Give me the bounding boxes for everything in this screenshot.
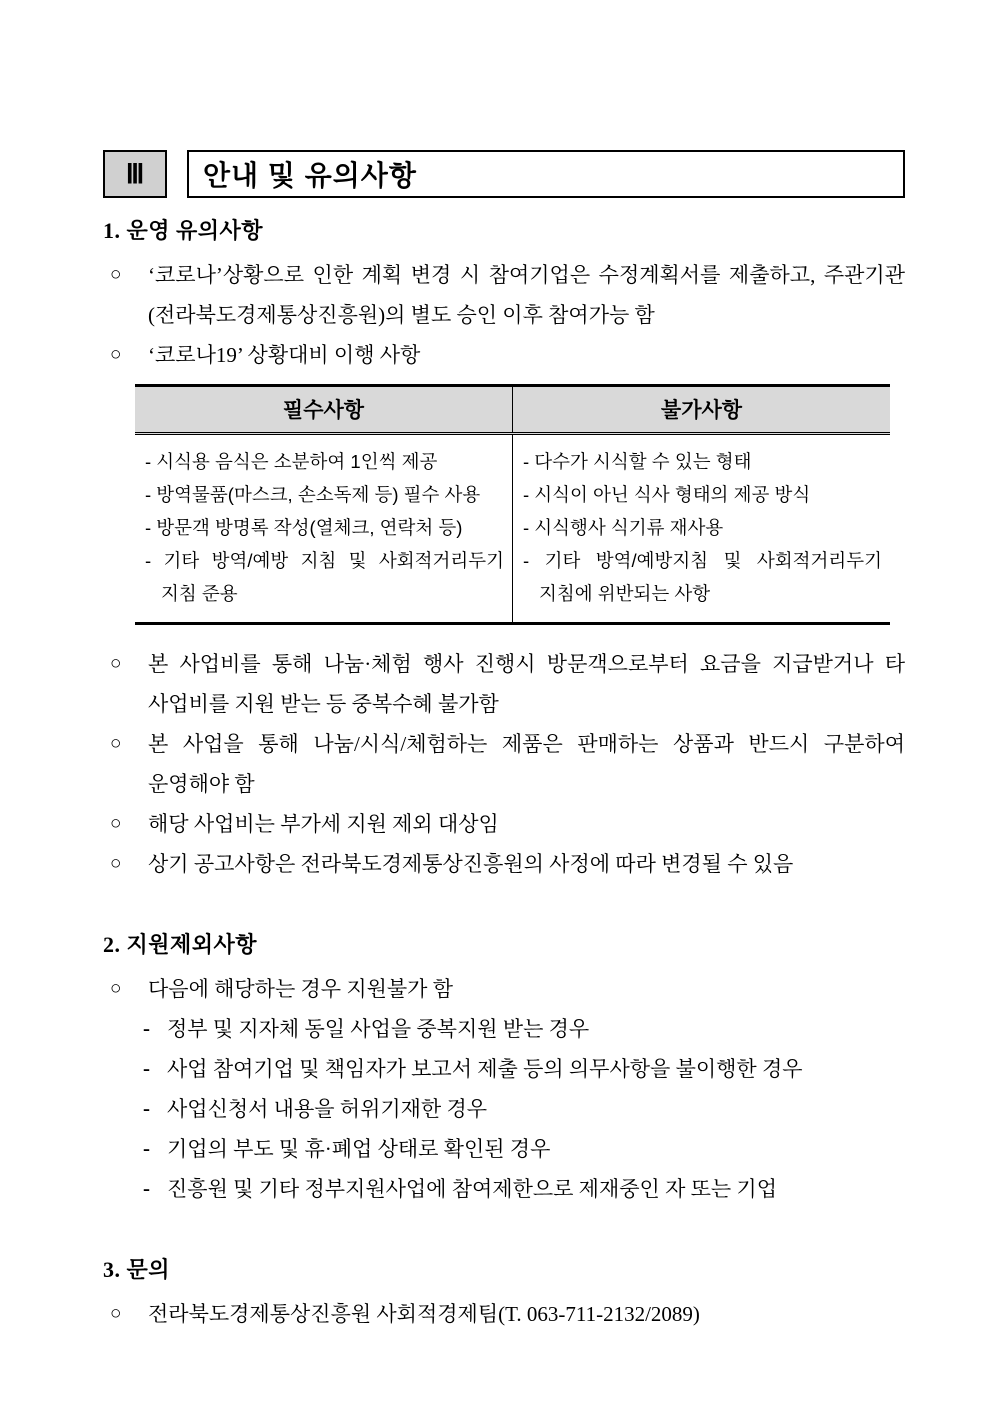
section1-heading: 1. 운영 유의사항 <box>103 218 264 243</box>
bullet-item <box>103 724 905 804</box>
dash-bullet-icon: - <box>143 1056 150 1080</box>
list-item-text: 정부 및 지자체 동일 사업을 중복지원 받는 경우 <box>167 1017 590 1041</box>
bullet-item <box>103 804 905 844</box>
dash-bullet-icon: - <box>143 1016 150 1040</box>
dash-bullet-icon: - <box>143 1096 150 1120</box>
list-item <box>103 1129 905 1169</box>
list-item <box>103 1049 905 1089</box>
list-item-text: 진흥원 및 기타 정부지원사업에 참여제한으로 제재중인 자 또는 기업 <box>167 1177 778 1201</box>
circle-bullet-icon: ○ <box>110 853 122 874</box>
circle-bullet-icon: ○ <box>110 813 122 834</box>
bullet-text: 본 사업을 통해 나눔/시식/체험하는 제품은 판매하는 상품과 반드시 구분하여 운영해야 함 <box>148 732 905 796</box>
list-item-text: 사업 참여기업 및 책임자가 보고서 제출 등의 의무사항을 불이행한 경우 <box>167 1057 803 1081</box>
circle-bullet-icon: ○ <box>110 653 122 674</box>
table-cell-required <box>135 435 513 622</box>
bullet-item <box>103 255 905 335</box>
table-line: - 기타 방역/예방지침 및 사회적거리두기 지침에 위반되는 사항 <box>523 550 882 604</box>
bullet-text: ‘코로나19’ 상황대비 이행 사항 <box>148 343 421 367</box>
table-header-row <box>135 387 890 435</box>
list-item <box>103 1009 905 1049</box>
list-item <box>103 1089 905 1129</box>
bullet-text: ‘코로나’상황으로 인한 계획 변경 시 참여기업은 수정계획서를 제출하고, 주관기관(전라북도경제통상진흥원)의 별도 승인 이후 참여가능 함 <box>148 263 905 327</box>
table-line: - 시식행사 식기류 재사용 <box>523 517 724 538</box>
dash-bullet-icon: - <box>143 1136 150 1160</box>
table-body-row <box>135 435 890 622</box>
table-line: - 방역물품(마스크, 손소독제 등) 필수 사용 <box>145 484 481 505</box>
list-item-text: 기업의 부도 및 휴·폐업 상태로 확인된 경우 <box>167 1137 551 1161</box>
section-number-badge <box>103 150 167 198</box>
section2-heading: 2. 지원제외사항 <box>103 932 258 957</box>
table-line: - 기타 방역/예방 지침 및 사회적거리두기 지침 준용 <box>145 550 504 604</box>
table-line: - 방문객 방명록 작성(열체크, 연락처 등) <box>145 517 463 538</box>
bullet-text: 상기 공고사항은 전라북도경제통상진흥원의 사정에 따라 변경될 수 있음 <box>148 852 794 876</box>
circle-bullet-icon: ○ <box>110 264 122 285</box>
list-item <box>103 1169 905 1209</box>
bullet-item <box>103 335 905 375</box>
bullet-text: 해당 사업비는 부가세 지원 제외 대상임 <box>148 812 499 836</box>
list-item-text: 사업신청서 내용을 허위기재한 경우 <box>167 1097 488 1121</box>
contact-text: 전라북도경제통상진흥원 사회적경제팀(T. 063-711-2132/2089) <box>148 1302 700 1326</box>
badge-gap <box>167 150 187 198</box>
bullet-item <box>103 969 905 1009</box>
section-number: Ⅲ <box>125 158 145 189</box>
circle-bullet-icon: ○ <box>110 733 122 754</box>
circle-bullet-icon: ○ <box>110 978 122 999</box>
bullet-item <box>103 844 905 884</box>
bullet-item <box>103 1294 905 1334</box>
section3-heading: 3. 문의 <box>103 1257 171 1282</box>
doc-title-box <box>187 150 905 198</box>
circle-bullet-icon: ○ <box>110 344 122 365</box>
circle-bullet-icon: ○ <box>110 1303 122 1324</box>
table-line: - 시식이 아닌 식사 형태의 제공 방식 <box>523 484 811 505</box>
bullet-text: 본 사업비를 통해 나눔·체험 행사 진행시 방문객으로부터 요금을 지급받거나 타 사업비를 지원 받는 등 중복수혜 불가함 <box>148 652 905 716</box>
table-line: - 시식용 음식은 소분하여 1인씩 제공 <box>145 451 438 472</box>
bullet-text: 다음에 해당하는 경우 지원불가 함 <box>148 977 454 1001</box>
covid-guideline-table <box>135 384 890 625</box>
table-header-required: 필수사항 <box>135 387 513 432</box>
table-line: - 다수가 시식할 수 있는 형태 <box>523 451 752 472</box>
doc-header <box>103 150 905 198</box>
dash-bullet-icon: - <box>143 1176 150 1200</box>
bullet-item <box>103 644 905 724</box>
table-header-prohibited: 불가사항 <box>660 399 743 422</box>
table-cell-prohibited <box>513 435 890 622</box>
doc-title: 안내 및 유의사항 <box>203 160 417 191</box>
